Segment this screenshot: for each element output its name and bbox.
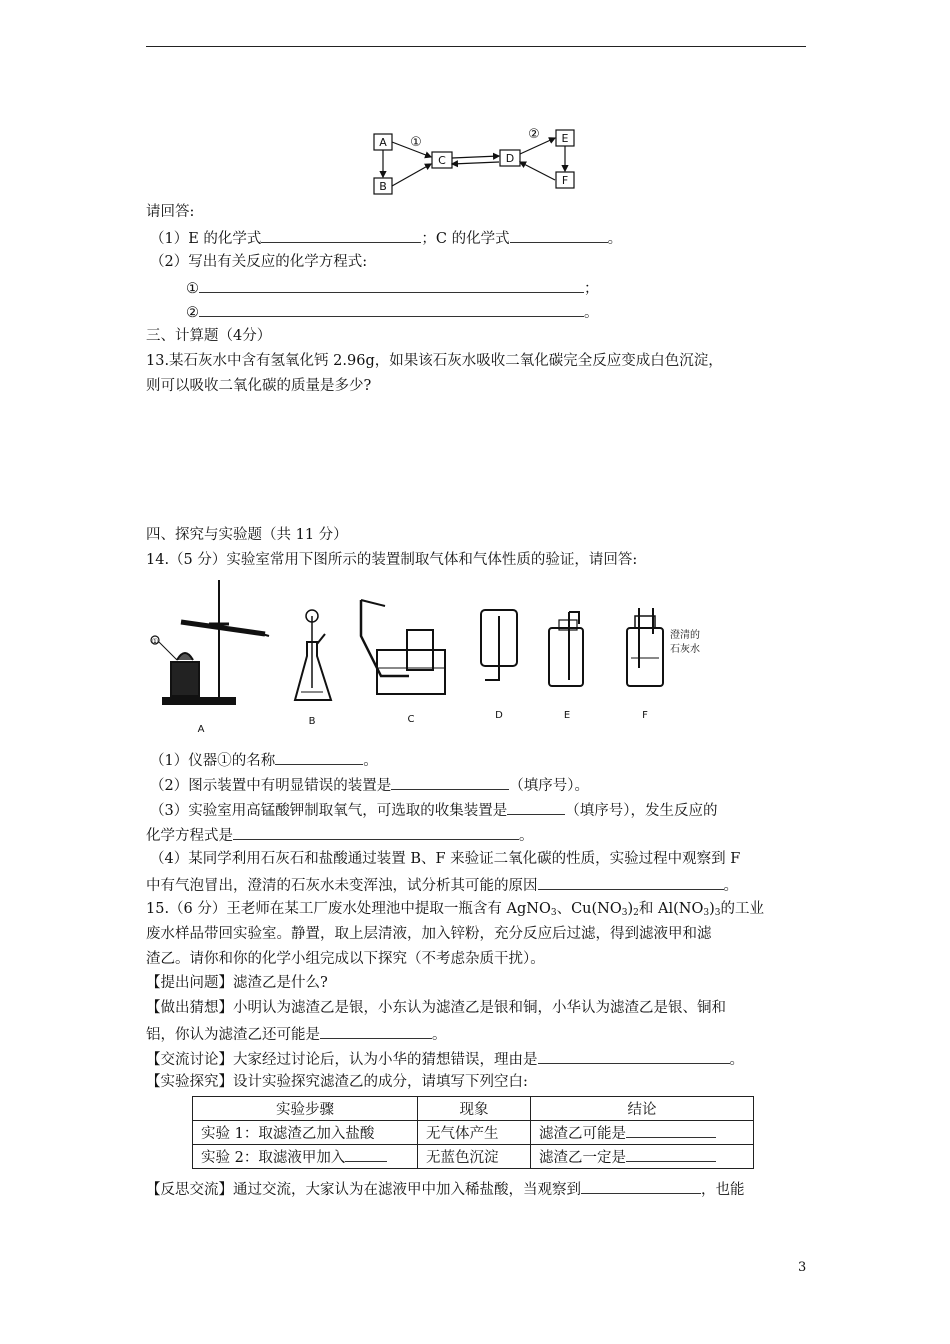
q15-sub-4: 3 — [703, 908, 710, 918]
q15-sub-2: 3 — [621, 908, 628, 918]
apparatus-label-d: D — [495, 710, 503, 721]
q15-sub-1: 3 — [550, 908, 557, 918]
q15-text-d: 和 Al(NO — [638, 901, 704, 917]
answer-blank-exp1[interactable] — [626, 1122, 716, 1138]
q14-4b — [146, 874, 738, 896]
cell-text: 无气体产生 — [426, 1126, 499, 1142]
q14-2-end: （填序号）。 — [509, 778, 589, 794]
node-c: C — [438, 154, 446, 167]
table-cell — [418, 1121, 531, 1145]
guess-label: 铝，你认为滤渣乙还可能是 — [146, 1027, 320, 1043]
answer-blank-reflect[interactable] — [581, 1178, 701, 1194]
table-header-row — [193, 1097, 754, 1121]
q12-eq1 — [186, 277, 599, 299]
marker-2: ② — [528, 127, 540, 142]
q14-4-end: 。 — [723, 878, 738, 894]
guess-line2 — [146, 1023, 447, 1045]
q14-4-label: 中有气泡冒出，澄清的石灰水未变浑浊，试分析其可能的原因 — [146, 878, 538, 894]
q12-prompt: 请回答: — [146, 204, 195, 220]
reaction-diagram — [360, 122, 590, 202]
apparatus-label-f: F — [642, 710, 648, 721]
q14-4a: （4）某同学利用石灰石和盐酸通过装置 B、F 来验证二氧化碳的性质，实验过程中观察到 F — [150, 851, 741, 867]
q12-p1-end: 。 — [607, 231, 623, 247]
answer-blank-exp2[interactable] — [626, 1146, 716, 1162]
q14-2-label: （2）图示装置中有明显错误的装置是 — [150, 778, 392, 794]
q12-part2: （2）写出有关反应的化学方程式: — [150, 254, 368, 270]
q15-line1 — [146, 899, 764, 923]
table-cell — [531, 1145, 754, 1169]
answer-blank-q14-3a[interactable] — [507, 799, 565, 815]
node-d: D — [505, 152, 515, 165]
q14-1-end: 。 — [363, 753, 378, 769]
section4-title: 四、探究与实验题（共 11 分） — [146, 527, 348, 543]
table-cell — [531, 1121, 754, 1145]
q14-1-label: （1）仪器①的名称 — [150, 753, 276, 769]
page-number: 3 — [798, 1260, 807, 1275]
answer-blank-q14-1[interactable] — [275, 749, 363, 765]
q15-text-b: 、Cu(NO — [556, 901, 622, 917]
eq2-marker: ② — [186, 305, 199, 321]
answer-blank-q14-4[interactable] — [538, 874, 724, 890]
cell-text: 无蓝色沉淀 — [426, 1150, 499, 1166]
marker-1: ① — [410, 135, 422, 150]
discuss-line — [146, 1048, 744, 1070]
q12-p1-label: （1）E 的化学式 — [150, 231, 262, 247]
q12-eq2 — [186, 301, 599, 323]
answer-blank-eq2[interactable] — [199, 301, 584, 317]
f-label-line1: 澄清的 — [670, 630, 700, 641]
q15-text-a: 15.（6 分）王老师在某工厂废水处理池中提取一瓶含有 AgNO — [146, 901, 551, 917]
cell-text: 实验 2：取滤液甲加入 — [201, 1150, 346, 1166]
node-b: B — [379, 180, 387, 193]
apparatus-figure — [145, 576, 705, 738]
q14-3-end: 。 — [519, 828, 534, 844]
q13-line2: 则可以吸收二氧化碳的质量是多少? — [146, 378, 372, 394]
q14-3-label-c: 化学方程式是 — [146, 828, 233, 844]
eq2-end: 。 — [584, 305, 599, 321]
q12-part1 — [150, 227, 622, 249]
reflect-end: ，也能 — [701, 1182, 745, 1198]
q15-line2: 废水样品带回实验室。静置，取上层清液，加入锌粉，充分反应后过滤，得到滤液甲和滤 — [146, 926, 712, 942]
instrument-marker: ① — [151, 637, 159, 646]
answer-blank-guess[interactable] — [320, 1023, 432, 1039]
q14-1 — [150, 749, 378, 771]
q14-3b — [146, 824, 534, 846]
table-cell — [193, 1145, 418, 1169]
table-header: 现象 — [418, 1097, 531, 1121]
discuss-end: 。 — [729, 1052, 744, 1068]
reflect-line — [146, 1178, 745, 1200]
q13-line1: 13.某石灰水中含有氢氧化钙 2.96g，如果该石灰水吸收二氧化碳完全反应变成白色沉淀， — [146, 353, 723, 369]
cell-text: 滤渣乙一定是 — [539, 1150, 626, 1166]
cell-text: 滤渣乙可能是 — [539, 1126, 626, 1142]
node-e: E — [561, 132, 569, 145]
table-cell — [193, 1121, 418, 1145]
apparatus-label-b: B — [308, 716, 316, 727]
q14-3-label: （3）实验室用高锰酸钾制取氧气，可选取的收集装置是 — [150, 803, 508, 819]
q14-3a — [150, 799, 717, 821]
q12-p1-label-c: ；C 的化学式 — [421, 231, 510, 247]
reflect-label: 【反思交流】通过交流，大家认为在滤液甲中加入稀盐酸，当观察到 — [146, 1182, 581, 1198]
table-row — [193, 1121, 754, 1145]
guess-end: 。 — [432, 1027, 447, 1043]
q15-text-e: ) — [709, 901, 715, 917]
header-rule — [146, 46, 806, 47]
node-a: A — [379, 136, 387, 149]
q15-sub-5: 3 — [714, 908, 721, 918]
answer-blank-exp2-step[interactable] — [345, 1146, 387, 1162]
answer-blank-q14-2[interactable] — [391, 774, 509, 790]
eq1-marker: ① — [186, 281, 199, 297]
answer-blank-q14-3b[interactable] — [233, 824, 519, 840]
apparatus-label-e: E — [563, 710, 571, 721]
answer-blank-c[interactable] — [510, 227, 608, 243]
q14-2 — [150, 774, 589, 796]
table-header: 实验步骤 — [193, 1097, 418, 1121]
table-row — [193, 1145, 754, 1169]
discuss-label: 【交流讨论】大家经过讨论后，认为小华的猜想错误，理由是 — [146, 1052, 538, 1068]
explore-line: 【实验探究】设计实验探究滤渣乙的成分，请填写下列空白: — [146, 1074, 528, 1090]
table-cell — [418, 1145, 531, 1169]
apparatus-label-a: A — [197, 724, 205, 735]
experiment-table — [192, 1096, 754, 1169]
q14-stem: 14.（5 分）实验室常用下图所示的装置制取气体和气体性质的验证，请回答: — [146, 552, 638, 568]
node-f: F — [561, 174, 569, 187]
answer-blank-eq1[interactable] — [199, 277, 584, 293]
table-header: 结论 — [531, 1097, 754, 1121]
q14-3-label-b: （填序号），发生反应的 — [565, 803, 718, 819]
guess-line1: 【做出猜想】小明认为滤渣乙是银，小东认为滤渣乙是银和铜，小华认为滤渣乙是银、铜和 — [146, 1000, 726, 1016]
section3-title: 三、计算题（4分） — [146, 328, 272, 344]
q15-line3: 渣乙。请你和你的化学小组完成以下探究（不考虑杂质干扰）。 — [146, 951, 545, 967]
answer-blank-discuss[interactable] — [538, 1048, 730, 1064]
answer-blank-e[interactable] — [261, 227, 421, 243]
q15-text-f: 的工业 — [720, 901, 764, 917]
q15-text-c: ) — [627, 901, 634, 917]
cell-text: 实验 1：取滤渣乙加入盐酸 — [201, 1126, 375, 1142]
ask-question: 【提出问题】滤渣乙是什么? — [146, 975, 328, 991]
q15-sub-3: 2 — [633, 908, 639, 918]
apparatus-label-c: C — [407, 714, 415, 725]
eq1-end: ； — [584, 281, 599, 297]
f-label-line2: 石灰水 — [670, 644, 700, 655]
